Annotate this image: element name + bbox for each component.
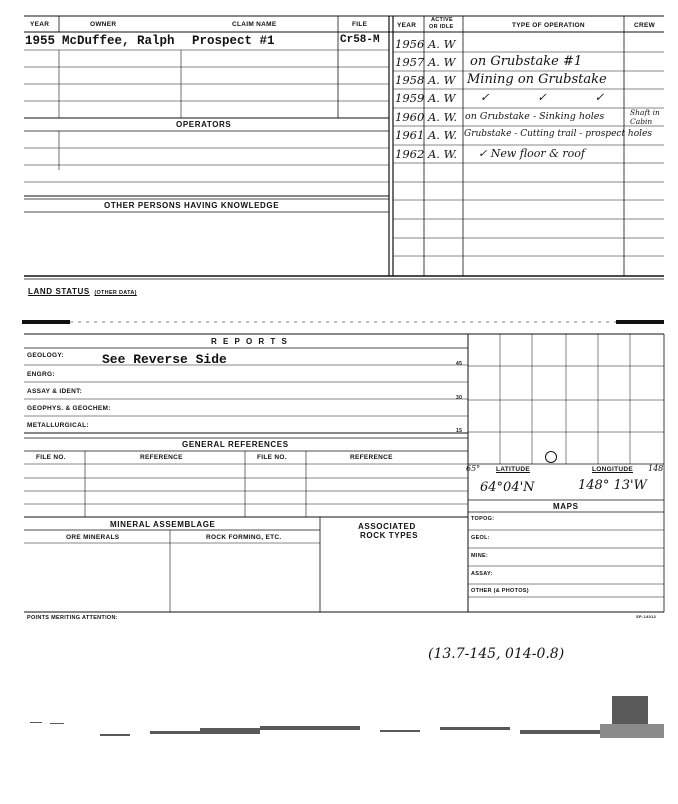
entry-year: 1955 [25,34,56,48]
maps-row-other: OTHER (& PHOTOS) [471,588,529,594]
activity-row-type: ✓ ✓ ✓ [480,90,627,104]
activity-row-status: A. W [428,73,456,87]
ref-header-reference: REFERENCE [140,454,183,461]
maps-row-topog: TOPOG: [471,516,495,522]
header-file: FILE [352,21,368,28]
rock-types-label: ROCK TYPES [360,531,419,540]
entry-claim-name: Prospect #1 [192,34,275,48]
maps-row-geol: GEOL: [471,535,490,541]
latitude-corner: 65° [466,464,481,473]
activity-header-active: ACTIVE [431,17,453,23]
report-number: 30 [456,395,463,401]
activity-row-status: A. W [428,55,456,69]
header-owner: OWNER [90,21,117,28]
activity-row-status: A. W [428,91,456,105]
latitude-value: 64°04'N [480,480,535,495]
ore-minerals-header: ORE MINERALS [66,534,120,541]
mineral-assemblage-title: MINERAL ASSEMBLAGE [110,520,216,529]
crew-note-cabin: Cabin [630,117,653,126]
entry-file: Cr58-M [340,34,380,46]
activity-row-year: 1961 [395,128,425,142]
report-label-metallurgical: METALLURGICAL: [27,422,89,429]
activity-header-year: YEAR [397,22,417,29]
form-number: SP-14012 [636,614,657,619]
longitude-corner: 148 [648,464,664,473]
operators-heading: OPERATORS [176,120,232,129]
activity-row-type: on Grubstake - Sinking holes [465,111,605,122]
points-meriting-attention: POINTS MERITING ATTENTION: [27,615,118,621]
other-persons-heading: OTHER PERSONS HAVING KNOWLEDGE [104,201,280,210]
header-claim-name: CLAIM NAME [232,21,277,28]
maps-title: MAPS [553,502,579,511]
rock-forming-header: ROCK FORMING, ETC. [206,534,282,541]
activity-row-year: 1962 [395,147,425,161]
activity-row-year: 1957 [395,55,425,69]
activity-row-type: Grubstake - Cutting trail - prospect holes [464,129,652,139]
circle-mark [545,451,557,463]
land-status-subtitle: (OTHER DATA) [94,290,137,296]
report-label-assay: ASSAY & IDENT: [27,388,83,395]
activity-header-type: TYPE OF OPERATION [512,22,585,29]
general-references-title: GENERAL REFERENCES [182,440,289,449]
ref-header-file-no: FILE NO. [257,454,287,461]
activity-header-crew: CREW [634,22,656,29]
activity-row-status: A. W. [428,128,458,142]
report-label-geology: GEOLOGY: [27,352,64,359]
reports-title: R E P O R T S [211,337,289,346]
report-number: 15 [456,428,463,434]
report-number: 45 [456,361,463,367]
maps-row-assay: ASSAY: [471,571,493,577]
activity-row-type: Mining on Grubstake [467,72,607,87]
activity-row-year: 1959 [395,91,425,105]
activity-row-year: 1960 [395,110,425,124]
report-label-geophys: GEOPHYS. & GEOCHEM: [27,405,111,412]
land-status-title: LAND STATUS [28,287,90,296]
activity-row-year: 1956 [395,37,425,51]
longitude-label: LONGITUDE [592,466,633,473]
activity-row-year: 1958 [395,73,425,87]
header-year: YEAR [30,21,50,28]
activity-header-idle: OR IDLE [429,24,454,30]
activity-row-status: A. W. [428,110,458,124]
longitude-value: 148° 13'W [578,478,647,493]
activity-row-type: on Grubstake #1 [470,54,583,69]
entry-owner: McDuffee, Ralph [62,34,175,48]
crew-note-shaft: Shaft in [630,108,660,117]
latitude-label: LATITUDE [496,466,531,473]
activity-row-status: A. W. [428,147,458,161]
report-label-engrg: ENGRG: [27,371,55,378]
bottom-handwritten-note: (13.7-145, 014-0.8) [428,646,565,662]
maps-row-mine: MINE: [471,553,489,559]
activity-row-type: ✓ New floor & roof [478,147,585,160]
ref-header-reference: REFERENCE [350,454,393,461]
land-status-label [28,281,137,299]
activity-row-status: A. W [428,37,456,51]
report-value-geology: See Reverse Side [102,352,227,367]
associated-label: ASSOCIATED [358,522,416,531]
ref-header-file-no: FILE NO. [36,454,66,461]
